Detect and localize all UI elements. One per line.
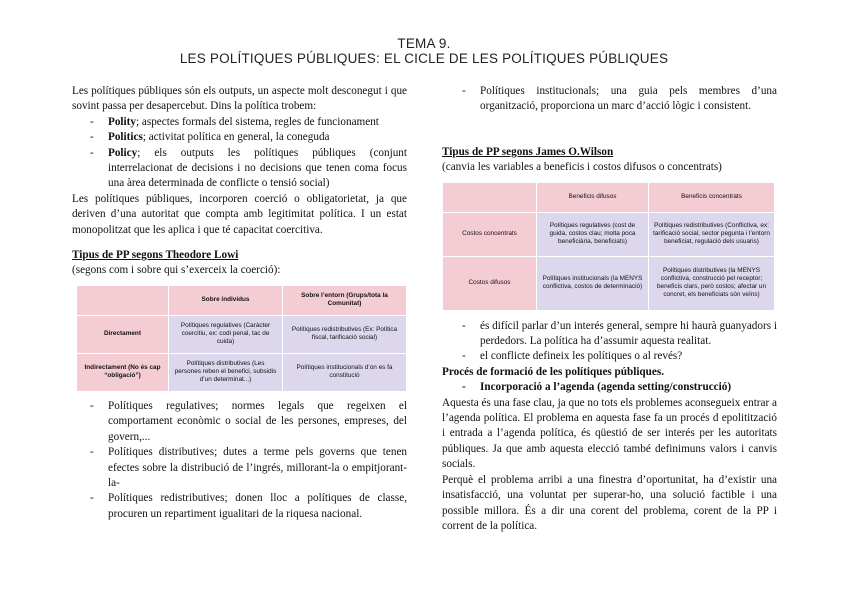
wilson-corner-cell bbox=[443, 182, 537, 212]
term-politics: - Politics; activitat política en general, la coneguda bbox=[90, 131, 330, 144]
doc-title-line2: LES POLÍTIQUES PÚBLIQUES: EL CICLE DE LES POLÍTIQUES PÚBLIQUES bbox=[179, 51, 669, 66]
bullet-conflict: - el conflicte defineix les polítiques o al revés? bbox=[462, 350, 683, 363]
term-politics-label: Politics bbox=[108, 131, 143, 144]
left-column bbox=[72, 84, 407, 522]
wilson-table bbox=[442, 182, 775, 311]
process-phase-list bbox=[442, 380, 777, 395]
lowi-table bbox=[76, 285, 407, 392]
wilson-row-concentrated-costs: Costos concentrats bbox=[443, 212, 537, 256]
right-column bbox=[442, 84, 777, 534]
term-policy: - Policy; els outputs les polítiques públiques (conjunt interrelacionat de decisions i no decisions que tenen coma focus una àrea determinada de conflicte o tensió social) bbox=[90, 146, 407, 190]
wilson-cell-redistributive: Polítiques redistributives (Conflictiva, ex: tarificació social, sector pegunta i l’entorn beneficiat, regulació dels usuaris) bbox=[649, 212, 775, 256]
lowi-cell-institutional: Polítiques institucionals d’on es fa constitució bbox=[283, 353, 407, 391]
lowi-corner-cell bbox=[77, 285, 169, 315]
politics-terms-list bbox=[72, 115, 407, 192]
coercion-paragraph: Les polítiques públiques, incorporen coerció o obligatorietat, ja que deriven d’una autoritat que compta amb legitimitat política. I un estat monopolitzat que les aplica i que té capacitat coercitiva. bbox=[72, 192, 407, 236]
wilson-row-diffuse-costs: Costos difusos bbox=[443, 256, 537, 310]
term-polity-label: Polity bbox=[108, 115, 136, 128]
term-policy-desc: ; els outputs les polítiques públiques (conjunt interrelacionat de decisions i no decisions que tenen coma focus una àrea determinada de conflicte o tensió social) bbox=[108, 146, 407, 190]
lowi-cell-regulative: Polítiques regulatives (Caràcter coercitiu, ex: codi penal, tac de cuida) bbox=[169, 315, 283, 353]
phase-agenda: - Incorporació a l’agenda (agenda setting/construcció) bbox=[462, 381, 732, 394]
term-polity: - Polity; aspectes formals del sistema, regles de funcionament bbox=[90, 115, 379, 128]
type-institutional: - Polítiques institucionals; una guia pels membres d’una organització, proporciona un marc d’acció lògic i consistent. bbox=[462, 85, 777, 113]
lowi-col-environment: Sobre l’entorn (Grups/tota la Comunitat) bbox=[283, 285, 407, 315]
type-redistributive: - Polítiques redistributives; donen lloc a polítiques de classe, procuren un repartiment igualitari de la riquesa nacional. bbox=[90, 492, 407, 520]
wilson-cell-institutional: Polítiques institucionals (la MENYS conflictiva, costos de determinació) bbox=[537, 256, 649, 310]
lowi-cell-distributive: Polítiques distributives (Les persones reben el benefici, subsidis d’un determinat...) bbox=[169, 353, 283, 391]
bullet-general-interest: - és difícil parlar d’un interés general, sempre hi haurà guanyadors i perdedors. La política ha d’assumir aquesta realitat. bbox=[462, 319, 777, 348]
institutional-list bbox=[442, 84, 777, 115]
conflict-list bbox=[442, 319, 777, 365]
wilson-col-diffuse-benefits: Beneficis difusos bbox=[537, 182, 649, 212]
term-politics-desc: ; activitat política en general, la coneguda bbox=[142, 131, 330, 144]
type-regulative: - Polítiques regulatives; normes legals que regeixen el comportament econòmic o social de les persones, empreses, del govern,... bbox=[90, 399, 407, 443]
agenda-paragraph-2: Perquè el problema arribi a una finestra d’oportunitat, ha d’existir una insatisfacció, una voluntat per superar-ho, una solució factible i una possible millora. És a dir una corent del problema, corent de la PP i corrent de la política. bbox=[442, 473, 777, 532]
lowi-types-list bbox=[72, 399, 407, 522]
lowi-subtitle: (segons com i sobre qui s’exerceix la coerció): bbox=[72, 264, 281, 277]
term-policy-label: Policy bbox=[108, 146, 138, 159]
process-heading: Procés de formació de les polítiques públiques. bbox=[442, 365, 664, 378]
wilson-heading: Tipus de PP segons James O.Wilson bbox=[442, 145, 614, 158]
lowi-row-indirect: Indirectament (No és cap “obligació”) bbox=[77, 353, 169, 391]
wilson-subtitle: (canvia les variables a beneficis i costos difusos o concentrats) bbox=[442, 161, 722, 174]
term-polity-desc: ; aspectes formals del sistema, regles de funcionament bbox=[135, 115, 379, 128]
intro-paragraph: Les polítiques públiques són els outputs, un aspecte molt desconegut i que sovint passa per desapercebut. Dins la política trobem: bbox=[72, 85, 407, 113]
wilson-cell-regulative: Polítiques regulatives (cost de guida, costos clau; molta poca beneficiària, beneficiats) bbox=[537, 212, 649, 256]
agenda-paragraph-1: Aquesta és una fase clau, ja que no tots els problemes aconsegueix entrar a l’agenda política. El problema en aquesta fase fa un procés d epolitització i entrada a l’agenda política, és qüestió de ser interés per les autoritats públiques. Ja que amb aquesta elecció també definimuns valors i canvis socials. bbox=[442, 396, 777, 471]
type-distributive: - Polítiques distributives; dutes a terme pels governs que tenen efectes sobre la distribució de l’ingrés, millorant-la o empitjorant-la- bbox=[90, 446, 407, 489]
lowi-col-individuals: Sobre individus bbox=[169, 285, 283, 315]
lowi-cell-redistributive: Polítiques redistributives (Ex: Política fiscal, tarificació social) bbox=[283, 315, 407, 353]
wilson-col-concentrated-benefits: Beneficis concentrats bbox=[649, 182, 775, 212]
doc-title-line1: TEMA 9. bbox=[397, 36, 451, 51]
lowi-heading: Tipus de PP segons Theodore Lowi bbox=[72, 249, 239, 262]
wilson-cell-distributive: Polítiques distributives (la MENYS conflictiva, construcció pel receptor; beneficis clars, però costos; afectar un concret, els beneficiats són veïns) bbox=[649, 256, 775, 310]
agenda-heading: Incorporació a l’agenda (agenda setting/construcció) bbox=[480, 381, 732, 394]
lowi-row-direct: Directament bbox=[77, 315, 169, 353]
